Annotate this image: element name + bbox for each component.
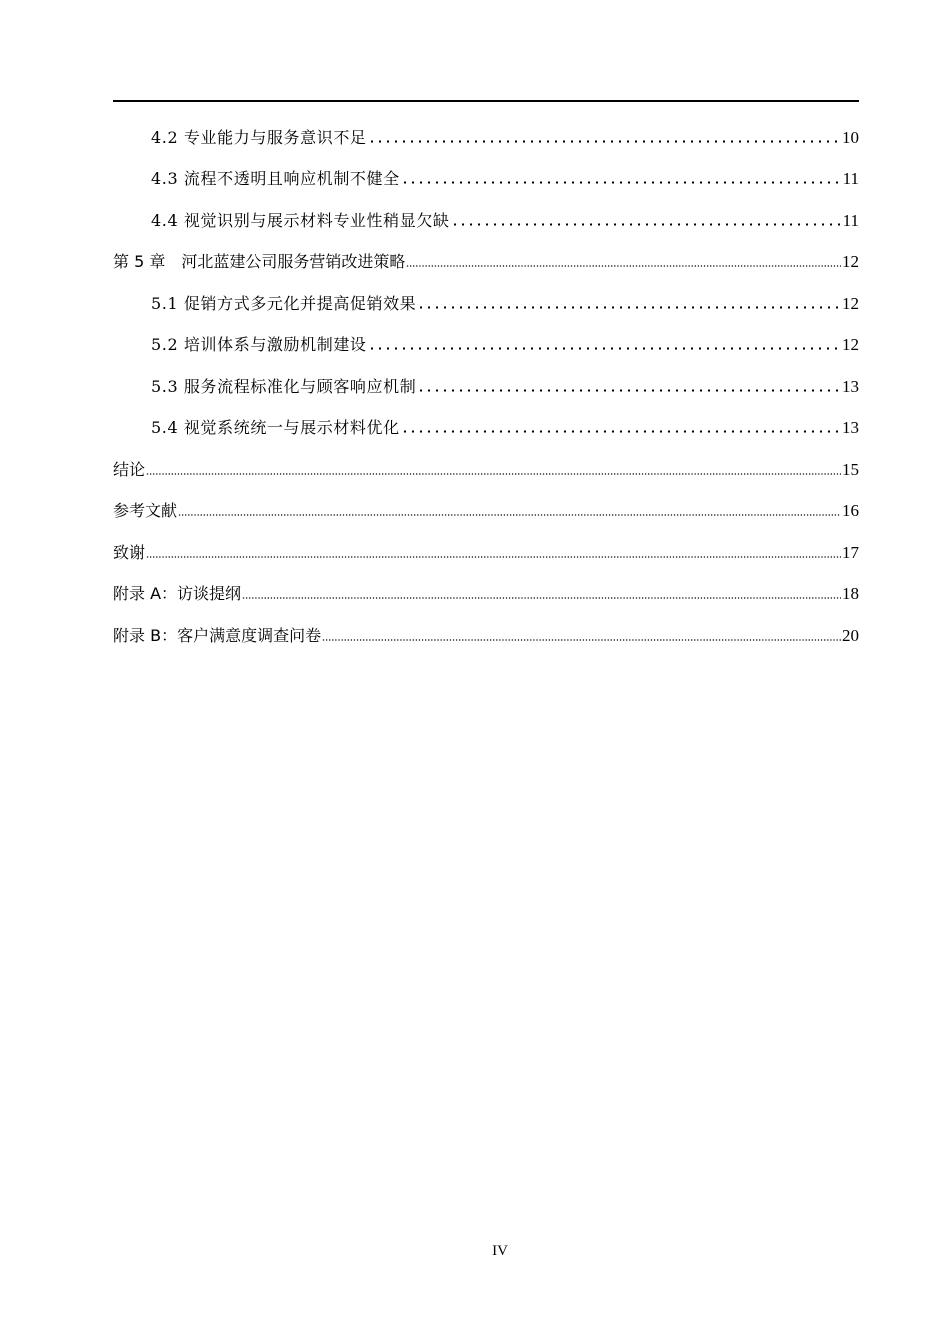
toc-entry-label: 参考文献 — [113, 501, 178, 520]
toc-entry-label: 4.4 视觉识别与展示材料专业性稍显欠缺 — [151, 210, 450, 230]
toc-entry-page: 13 — [842, 376, 859, 396]
toc-entry-page: 12 — [842, 335, 859, 354]
toc-entry-page: 16 — [842, 501, 859, 520]
toc-entry-label: 附录 B：客户满意度调查问卷 — [113, 625, 322, 645]
toc-entry-references[interactable] — [113, 486, 859, 528]
toc-entry-label: 4.2 专业能力与服务意识不足 — [151, 127, 367, 147]
toc-entry-5-4[interactable] — [113, 403, 859, 445]
toc-entry-4-4[interactable] — [113, 195, 859, 237]
toc-entry-label: 第 5 章 河北蓝建公司服务营销改进策略 — [113, 252, 406, 271]
toc-entry-label: 致谢 — [113, 542, 146, 562]
toc-entry-label: 5.4 视觉系统统一与展示材料优化 — [151, 418, 400, 437]
toc-entry-page: 10 — [842, 127, 859, 147]
toc-entry-page: 12 — [842, 293, 859, 313]
toc-leader-dots — [368, 347, 841, 350]
toc-entry-page: 17 — [842, 542, 859, 562]
toc-leader-dots — [322, 639, 841, 641]
toc-leader-dots — [368, 140, 841, 143]
toc-entry-label: 5.3 服务流程标准化与顾客响应机制 — [151, 376, 417, 396]
toc-entry-label: 4.3 流程不透明且响应机制不健全 — [151, 169, 400, 188]
toc-entry-5-1[interactable] — [113, 278, 859, 320]
toc-leader-dots — [417, 306, 841, 309]
toc-leader-dots — [146, 473, 841, 475]
toc-entry-4-2[interactable] — [113, 112, 859, 154]
toc-entry-page: 11 — [842, 210, 859, 230]
toc-entry-page: 11 — [842, 169, 859, 188]
toc-entry-page: 15 — [842, 459, 859, 479]
toc-entry-label: 附录 A：访谈提纲 — [113, 584, 242, 603]
toc-entry-5-3[interactable] — [113, 361, 859, 403]
toc-leader-dots — [242, 597, 841, 599]
toc-entry-appendix-b[interactable] — [113, 610, 859, 652]
toc-entry-page: 12 — [842, 252, 859, 271]
toc-leader-dots — [178, 514, 841, 516]
toc-entry-acknowledgements[interactable] — [113, 527, 859, 569]
toc-entry-page: 20 — [842, 625, 859, 645]
table-of-contents — [113, 112, 859, 652]
toc-entry-page: 18 — [842, 584, 859, 603]
toc-leader-dots — [401, 181, 842, 184]
toc-leader-dots — [146, 556, 841, 558]
header-rule — [113, 100, 859, 102]
toc-entry-conclusion[interactable] — [113, 444, 859, 486]
page-number: IV — [492, 1243, 508, 1259]
toc-leader-dots — [406, 265, 841, 267]
toc-entry-5-2[interactable] — [113, 320, 859, 362]
toc-entry-page: 13 — [842, 418, 859, 437]
toc-entry-label: 5.1 促销方式多元化并提高促销效果 — [151, 293, 417, 313]
toc-leader-dots — [451, 223, 842, 226]
toc-entry-label: 5.2 培训体系与激励机制建设 — [151, 335, 367, 354]
toc-entry-chapter-5[interactable] — [113, 237, 859, 279]
toc-entry-4-3[interactable] — [113, 154, 859, 196]
toc-entry-label: 结论 — [113, 459, 146, 479]
toc-entry-appendix-a[interactable] — [113, 569, 859, 611]
toc-leader-dots — [401, 430, 841, 433]
toc-leader-dots — [417, 389, 841, 392]
